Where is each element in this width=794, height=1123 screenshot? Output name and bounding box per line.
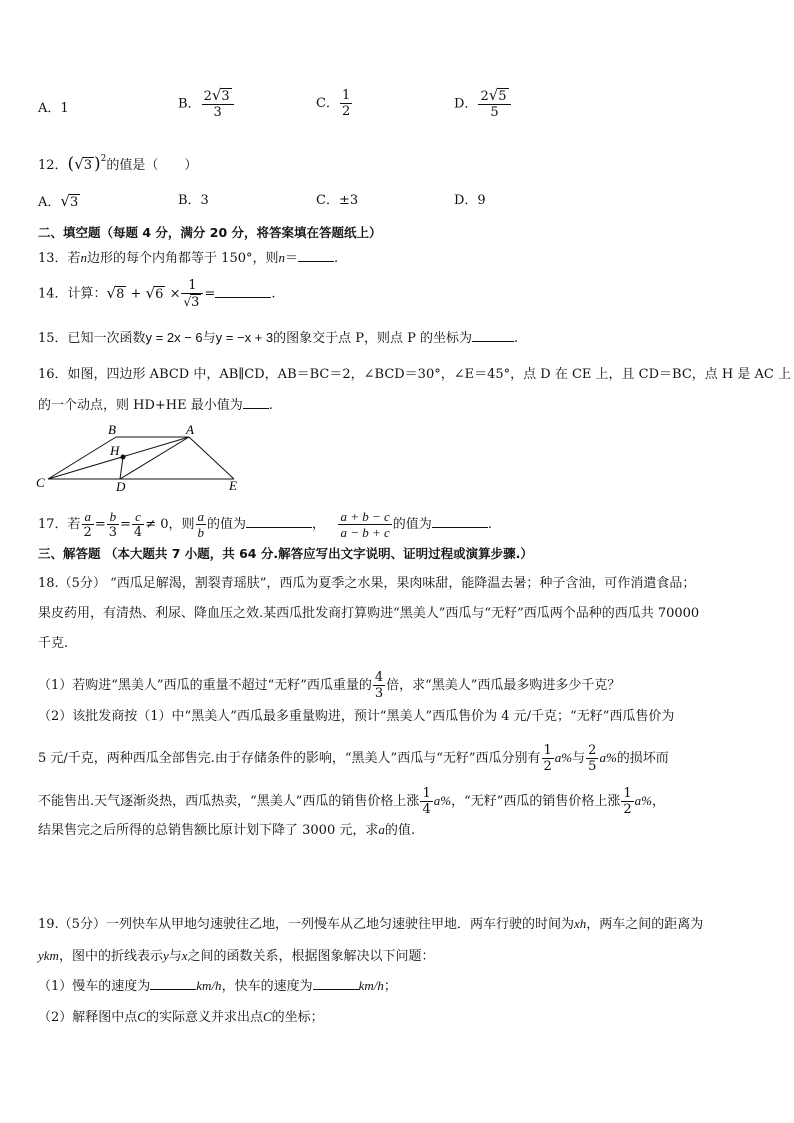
fraction: $\frac{2√3}{3}$: [202, 88, 234, 120]
label-b: B: [108, 422, 116, 437]
q12-option-b: B．3: [178, 193, 209, 208]
q18-part2-line2: 5 元/千克，两种西瓜全部售完.由于存储条件的影响，“黑美人”西瓜与“无籽”西瓜分别有 $\frac{1}{2}$ a%与 $\frac{2}{5}$ a%的损坏而: [38, 743, 669, 774]
fraction: $\frac{1}{√3}$: [181, 278, 203, 310]
q12-option-d: D．9: [454, 193, 486, 208]
fraction: $\frac{2√5}{5}$: [478, 88, 510, 120]
label-c: C: [36, 475, 45, 490]
fraction: $\frac{1}{2}$: [341, 88, 351, 119]
q19-line2: ykm，图中的折线表示y与x之间的函数关系，根据图象解决以下问题：: [38, 948, 435, 964]
q18-part2-line4: 结果售完之后所得的总销售额比原计划下降了 3000 元，求a的值.: [38, 822, 415, 838]
segment-bc: [48, 437, 116, 479]
section-heading-solutions: 三、解答题 （本大题共 7 小题，共 64 分.解答应写出文字说明、证明过程或演算步骤.）: [38, 546, 533, 561]
label-h: H: [110, 443, 120, 458]
q12-stem: 12．(√3 )$^2$的值是（ ）: [38, 154, 198, 174]
geometry-figure: [34, 420, 244, 500]
q12-option-a: A．√3: [38, 192, 79, 210]
label-d: D: [116, 479, 126, 494]
q18-part1: （1）若购进“黑美人”西瓜的重量不超过“无籽”西瓜重量的 $\frac{4}{3}$ 倍，求“黑美人”西瓜最多购进多少千克？: [38, 670, 621, 701]
q18-part2-line3: 不能售出.天气逐渐炎热，西瓜热卖，“黑美人”西瓜的销售价格上涨 $\frac{1}{4}$ a%，“无籽”西瓜的销售价格上涨 $\frac{1}{2}$ a%，: [38, 786, 665, 817]
q19-part2: （2）解释图中点C的实际意义并求出点C的坐标；: [38, 1009, 324, 1025]
q15: 15．已知一次函数y = 2x − 6与y = −x + 3的图象交于点 P，则点 P 的坐标为 .: [38, 330, 519, 346]
answer-blank: [246, 515, 312, 528]
segment-ae: [189, 437, 234, 479]
answer-blank: [215, 285, 271, 298]
q16-line2: 的一个动点，则 HD+HE 最小值为 .: [38, 398, 273, 413]
answer-blank: [298, 249, 334, 262]
q18-line2: 果皮药用，有清热、利尿、降血压之效.某西瓜批发商打算购进“黑美人”西瓜与“无籽”西瓜两个品种的西瓜共 70000: [38, 606, 700, 621]
q11-option-c: C． $\frac{1}{2}$: [316, 88, 351, 119]
q18-line1: 18.（5分） “西瓜足解渴，割裂青瑶肤”，西瓜为夏季之水果，果肉味甜，能降温去暑；种子含油，可作消遣食品；: [38, 576, 696, 591]
q11-option-d: D． $\frac{2√5}{5}$: [454, 88, 512, 120]
answer-blank: [472, 329, 514, 342]
answer-blank: [150, 977, 196, 990]
label-e: E: [229, 478, 237, 493]
q14: 14．计算：√8 + √6 × $\frac{1}{√3}$ = .: [38, 278, 276, 310]
section-heading-fill-in: 二、填空题（每题 4 分，满分 20 分，将答案填在答题纸上）: [38, 225, 382, 240]
answer-blank: [313, 977, 359, 990]
segment-hd: [120, 457, 123, 479]
label-a: A: [186, 422, 194, 437]
q19-part1: （1）慢车的速度为 km/h，快车的速度为 km/h；: [38, 978, 397, 994]
answer-blank: [432, 515, 488, 528]
q11-option-b: B． $\frac{2√3}{3}$: [178, 88, 235, 120]
point-h: [121, 455, 126, 460]
q18-part2-line1: （2）该批发商按（1）中“黑美人”西瓜最多重量购进，预计“黑美人”西瓜售价为 4 元/千克；“无籽”西瓜售价为: [38, 709, 675, 724]
q18-line3: 千克.: [38, 636, 69, 651]
q11-option-a: A．1: [38, 101, 69, 116]
q17: 17．若 $\frac{a}{2}$ = $\frac{b}{3}$ = $\frac{c}{4}$ ≠ 0，则 $\frac{a}{b}$ 的值为 ， $\frac{a + b - c}{a - b + c}$ 的值为 .: [38, 509, 492, 540]
answer-blank: [243, 396, 269, 409]
q19-line1: 19.（5分）一列快车从甲地匀速驶往乙地，一列慢车从乙地匀速驶往甲地．两车行驶的时间为xh，两车之间的距离为: [38, 916, 704, 932]
q13: 13．若n边形的每个内角都等于 150°，则n＝ .: [38, 250, 339, 266]
q16-line1: 16．如图，四边形 ABCD 中，AB∥CD，AB＝BC＝2，∠BCD＝30°，∠E＝45°，点 D 在 CE 上，且 CD＝BC，点 H 是 AC 上: [38, 367, 791, 382]
segment-ad: [120, 437, 189, 479]
q12-option-c: C．±3: [316, 193, 359, 208]
